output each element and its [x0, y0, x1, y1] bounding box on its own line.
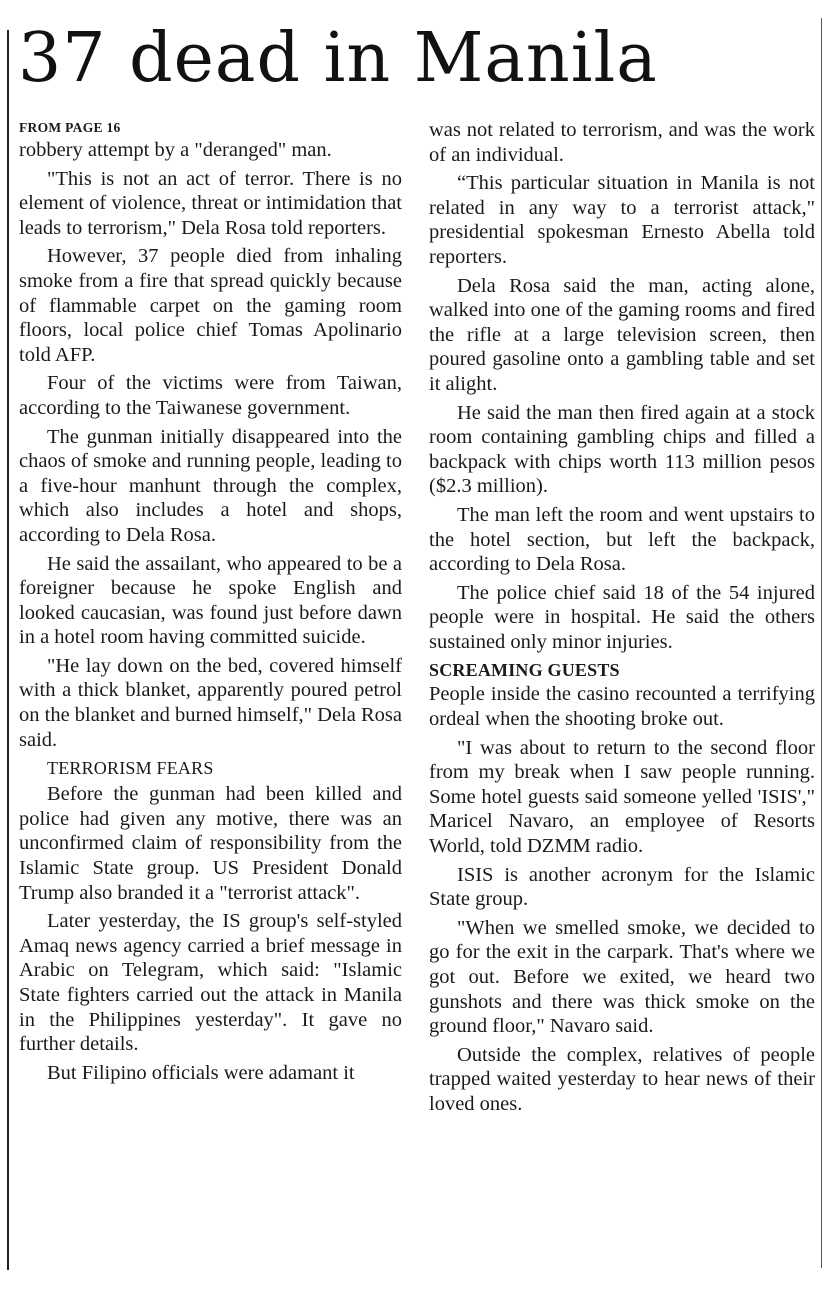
- paragraph: was not related to terrorism, and was the work of an individual.: [429, 119, 815, 166]
- paragraph: "I was about to return to the second floor from my break when I saw people running. Some hotel guests said someone yelled 'ISIS'," Maricel Navaro, an employee of Resorts World, told DZMM radio.: [429, 736, 815, 858]
- paragraph: "When we smelled smoke, we decided to go for the exit in the carpark. That's where we got out. Before we exited, we heard two gunshots and there was thick smoke on the ground floor," Navaro said.: [429, 916, 815, 1038]
- paragraph: robbery attempt by a "deranged" man.: [19, 139, 332, 161]
- article-column-left: [19, 118, 402, 1089]
- article-column-right: [429, 118, 815, 1121]
- column-rule-right: [821, 18, 822, 1268]
- paragraph: However, 37 people died from inhaling smoke from a fire that spread quickly because of flammable carpet on the gaming room floors, local police chief Tomas Apolinario told AFP.: [19, 245, 402, 366]
- paragraph: “This particular situation in Manila is not related in any way to a terrorist attack," presidential spokesman Ernesto Abella told reporters.: [429, 172, 815, 268]
- paragraph: The gunman initially disappeared into the chaos of smoke and running people, leading to a five-hour manhunt through the complex, which also includes a hotel and shops, according to Dela Rosa.: [19, 425, 402, 546]
- from-page-label: FROM PAGE 16: [19, 120, 121, 135]
- paragraph: "This is not an act of terror. There is no element of violence, threat or intimidation that leads to terrorism," Dela Rosa told reporters.: [19, 167, 402, 239]
- paragraph: Dela Rosa said the man, acting alone, walked into one of the gaming rooms and fired the rifle at a large television screen, then poured gasoline onto a gambling table and set it alight.: [429, 274, 815, 395]
- paragraph: The police chief said 18 of the 54 injured people were in hospital. He said the others sustained only minor injuries.: [429, 581, 815, 653]
- paragraph: But Filipino officials were adamant it: [47, 1061, 355, 1084]
- paragraph: Before the gunman had been killed and police had given any motive, there was an unconfirmed claim of responsibility from the Islamic State group. US President Donald Trump also branded it a "terrorist attack".: [19, 783, 402, 904]
- subhead-screaming-guests: SCREAMING GUESTS: [429, 660, 620, 681]
- paragraph: "He lay down on the bed, covered himself with a thick blanket, apparently poured petrol on the blanket and burned himself," Dela Rosa said.: [19, 654, 402, 751]
- paragraph: He said the assailant, who appeared to be a foreigner because he spoke English and looked caucasian, was found just before dawn in a hotel room having committed suicide.: [19, 552, 402, 649]
- paragraph: He said the man then fired again at a stock room containing gambling chips and filled a backpack with chips worth 113 million pesos ($2.3 million).: [429, 401, 815, 498]
- subhead-terrorism-fears: TERRORISM FEARS: [47, 758, 214, 779]
- paragraph: Outside the complex, relatives of people trapped waited yesterday to hear news of their loved ones.: [429, 1043, 815, 1115]
- paragraph: Later yesterday, the IS group's self-styled Amaq news agency carried a brief message in Arabic on Telegram, which said: "Islamic State fighters carried out the attack in Manila in the Philippines yesterday". It gave no further details.: [19, 910, 402, 1056]
- paragraph: People inside the casino recounted a terrifying ordeal when the shooting broke out.: [429, 683, 815, 731]
- paragraph: Four of the victims were from Taiwan, according to the Taiwanese government.: [19, 372, 402, 419]
- headline: 37 dead in Manila: [18, 19, 658, 98]
- paragraph: ISIS is another acronym for the Islamic State group.: [429, 863, 815, 911]
- paragraph: The man left the room and went upstairs to the hotel section, but left the backpack, according to Dela Rosa.: [429, 503, 815, 576]
- column-rule-left: [7, 30, 9, 1270]
